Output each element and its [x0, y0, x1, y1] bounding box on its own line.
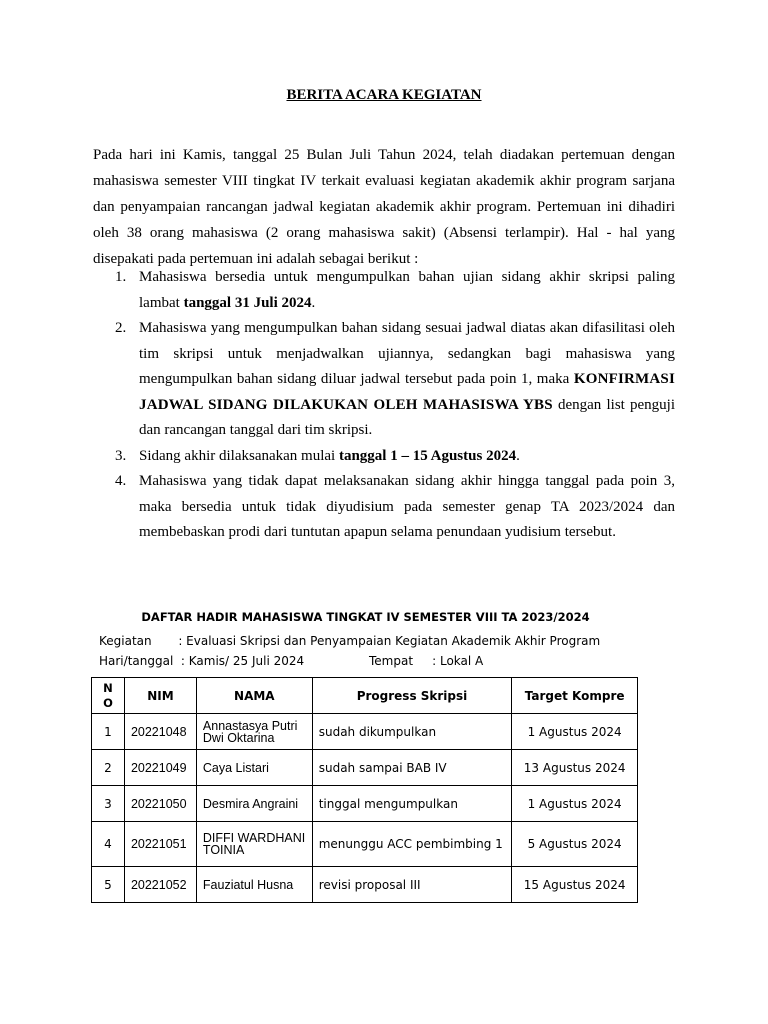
kegiatan-line: Kegiatan : Evaluasi Skripsi dan Penyampaian Kegiatan Akademik Akhir Program [99, 634, 601, 648]
list-item: 1. Mahasiswa bersedia untuk mengumpulkan bahan ujian sidang akhir skripsi paling lambat tanggal 31 Juli 2024. [93, 265, 675, 316]
table-row: 4 20221051 DIFFI WARDHANI TOINIA menunggu ACC pembimbing 1 5 Agustus 2024 [92, 822, 638, 867]
header-no: N O [92, 678, 125, 714]
header-target: Target Kompre [512, 678, 638, 714]
list-number: 3. [115, 447, 127, 464]
list-item: 3. Sidang akhir dilaksanakan mulai tanggal 1 – 15 Agustus 2024. [93, 444, 675, 470]
table-row: 5 20221052 Fauziatul Husna revisi proposal III 15 Agustus 2024 [92, 867, 638, 903]
attendance-table-title: DAFTAR HADIR MAHASISWA TINGKAT IV SEMESTER VIII TA 2023/2024 [141, 610, 590, 624]
list-item: 4. Mahasiswa yang tidak dapat melaksanakan sidang akhir hingga tanggal pada poin 3, maka bersedia untuk tidak diyudisium pada semester genap TA 2023/2024 dan membebaskan prodi dari tuntutan apapun selama penundaan yudisium tersebut. [93, 469, 675, 546]
attendance-table [91, 677, 638, 903]
table-row: 2 20221049 Caya Listari sudah sampai BAB IV 13 Agustus 2024 [92, 750, 638, 786]
hari-tanggal-line: Hari/tanggal : Kamis/ 25 Juli 2024 Tempat : Lokal A [99, 654, 484, 668]
opening-paragraph: Pada hari ini Kamis, tanggal 25 Bulan Juli Tahun 2024, telah diadakan pertemuan dengan mahasiswa semester VIII tingkat IV terkait evaluasi kegiatan akademik akhir program sarjana dan penyampaian rancangan jadwal kegiatan akademik akhir program. Pertemuan ini dihadiri oleh 38 orang mahasiswa (2 orang mahasiswa sakit) (Absensi terlampir). Hal - hal yang disepakati pada pertemuan ini adalah sebagai berikut : [93, 147, 675, 267]
header-progress: Progress Skripsi [312, 678, 512, 714]
header-nim: NIM [124, 678, 196, 714]
table-header-row [92, 678, 638, 714]
list-number: 1. [115, 269, 127, 285]
agreement-list [93, 265, 675, 546]
table-row: 1 20221048 Annastasya Putri Dwi Oktarina sudah dikumpulkan 1 Agustus 2024 [92, 714, 638, 750]
list-number: 4. [115, 473, 127, 489]
document-title: BERITA ACARA KEGIATAN [286, 87, 482, 103]
table-row: 3 20221050 Desmira Angraini tinggal mengumpulkan 1 Agustus 2024 [92, 786, 638, 822]
header-nama: NAMA [196, 678, 312, 714]
list-item: 2. Mahasiswa yang mengumpulkan bahan sidang sesuai jadwal diatas akan difasilitasi oleh tim skripsi untuk menjadwalkan ujiannya, sedangkan bagi mahasiswa yang mengumpulkan bahan sidang diluar jadwal tersebut pada poin 1, maka KONFIRMASI JADWAL SIDANG DILAKUKAN OLEH MAHASISWA YBS dengan list penguji dan rancangan tanggal dari tim skripsi. [93, 316, 675, 444]
list-number: 2. [115, 320, 127, 336]
